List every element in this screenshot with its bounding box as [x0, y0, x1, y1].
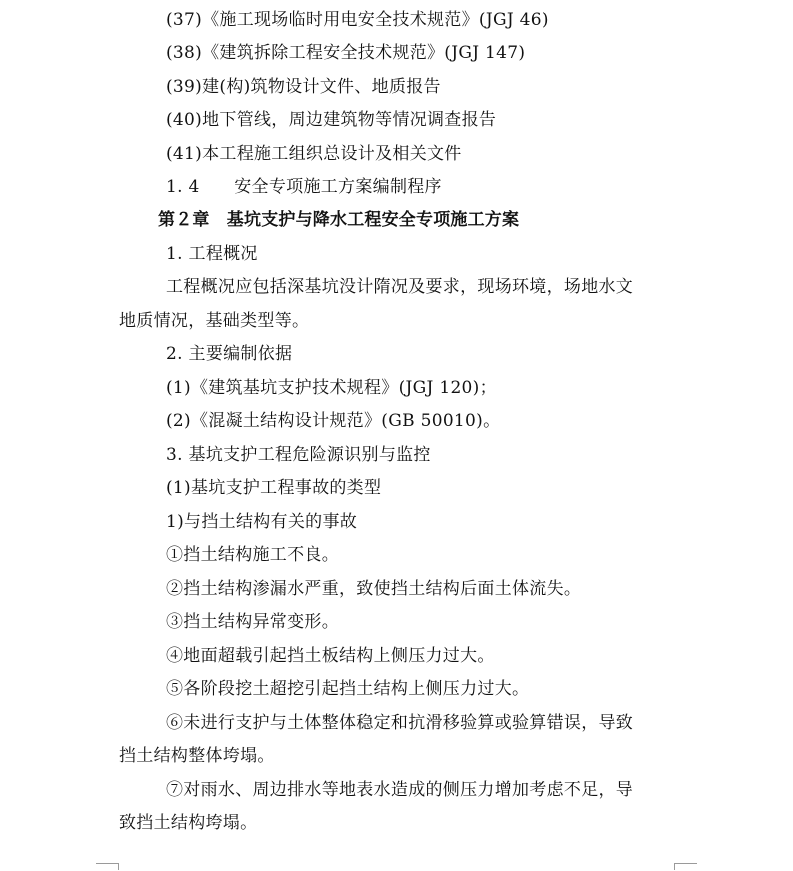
list-item: ①挡土结构施工不良。	[166, 545, 339, 565]
crop-mark-left	[96, 863, 119, 870]
paragraph-line: 工程概况应包括深基坑没计隋况及要求，现场环境，场地水文	[166, 277, 634, 297]
reference-item-40: (40)地下管线，周边建筑物等情况调查报告	[166, 110, 497, 130]
basis-item-2: (2)《混凝土结构设计规范》(GB 50010)。	[166, 411, 501, 431]
subsection-heading: (1)基坑支护工程事故的类型	[166, 478, 382, 498]
list-item: ④地面超载引起挡土板结构上侧压力过大。	[166, 646, 495, 666]
crop-mark-right	[674, 863, 697, 870]
list-item-continuation: 致挡土结构垮塌。	[119, 813, 258, 833]
list-item: ③挡土结构异常变形。	[166, 612, 339, 632]
list-item: ⑦对雨水、周边排水等地表水造成的侧压力增加考虑不足，导	[166, 780, 634, 800]
subsection-item: 1)与挡土结构有关的事故	[166, 512, 358, 532]
list-item: ②挡土结构渗漏水严重，致使挡土结构后面土体流失。	[166, 579, 582, 599]
paragraph-line: 地质情况，基础类型等。	[119, 311, 310, 331]
reference-item-37: (37)《施工现场临时用电安全技术规范》(JGJ 46)	[166, 10, 549, 30]
section-heading-1: 1. 工程概况	[166, 244, 258, 264]
section-heading-1-4: 1. 4 安全专项施工方案编制程序	[166, 177, 442, 197]
section-heading-2: 2. 主要编制依据	[166, 344, 293, 364]
list-item: ⑤各阶段挖土超挖引起挡土结构上侧压力过大。	[166, 679, 530, 699]
chapter-heading: 第２章 基坑支护与降水工程安全专项施工方案	[158, 210, 520, 230]
section-heading-3: 3. 基坑支护工程危险源识别与监控	[166, 445, 431, 465]
reference-item-38: (38)《建筑拆除工程安全技术规范》(JGJ 147)	[166, 43, 526, 63]
list-item: ⑥未进行支护与土体整体稳定和抗滑移验算或验算错误，导致	[166, 713, 634, 733]
basis-item-1: (1)《建筑基坑支护技术规程》(JGJ 120)；	[166, 378, 497, 398]
reference-item-39: (39)建(构)筑物设计文件、地质报告	[166, 77, 441, 97]
reference-item-41: (41)本工程施工组织总设计及相关文件	[166, 144, 462, 164]
list-item-continuation: 挡土结构整体垮塌。	[119, 746, 275, 766]
